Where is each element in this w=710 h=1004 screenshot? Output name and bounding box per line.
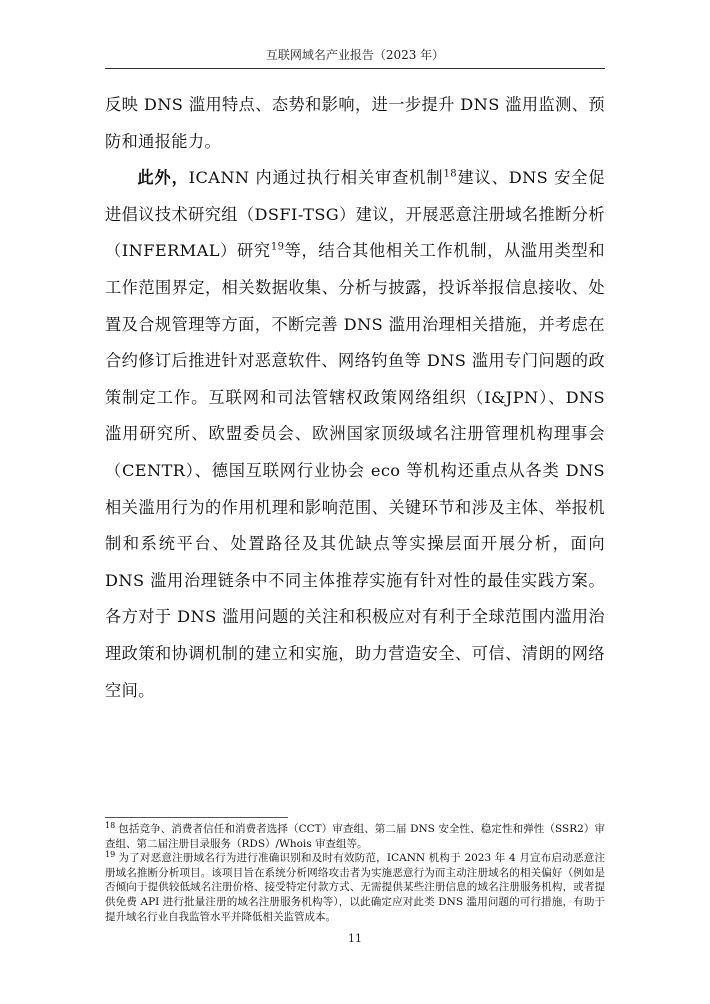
- footnotes: [105, 822, 605, 924]
- footnote-text: 包括竞争、消费者信任和消费者选择（CCT）审查组、第二届 DNS 安全性、稳定性和弹性（SSR2）审查组、第二届注册目录服务（RDS）/Whois 审查组等。: [105, 823, 605, 850]
- page-number: 11: [348, 932, 362, 945]
- body-text: [105, 87, 605, 709]
- footnote-mark: 19: [105, 849, 116, 859]
- footnote-18: [105, 822, 605, 851]
- paragraph-2-part-3: 等，结合其他相关工作机制，从滥用类型和工作范围界定，相关数据收集、分析与披露，投诉举报信息接收、处置及合规管理等方面，不断完善 DNS 滥用治理相关措施，并考虑在合约修订后推进针对恶意软件、网络钓鱼等 DNS 滥用专门问题的政策制定工作。互联网和司法管辖权政策网络组织（I&JPN）、DNS 滥用研究所、欧盟委员会、欧洲国家顶级域名注册管理机构理事会（CENTR）、德国互联网行业协会 eco 等机构还重点从各类 DNS 相关滥用行为的作用机理和影响范围、关键环节和涉及主体、举报机制和系统平台、处置路径及其优缺点等实操层面开展分析，面向 DNS 滥用治理链条中不同主体推荐实施有针对性的最佳实践方案。各方对于 DNS 滥用问题的关注和积极应对有利于全球范围内滥用治理政策和协调机制的建立和实施，助力营造安全、可信、清朗的网络空间。: [105, 241, 605, 700]
- header-rule: [105, 68, 605, 69]
- paragraph-1: 反映 DNS 滥用特点、态势和影响，进一步提升 DNS 滥用监测、预防和通报能力。: [105, 95, 605, 151]
- footnote-ref-19[interactable]: 19: [270, 241, 285, 253]
- running-header: 互联网域名产业报告（2023 年）: [265, 48, 445, 62]
- paragraph-2: [105, 160, 605, 709]
- footnote-ref-18[interactable]: 18: [443, 168, 457, 180]
- footnote-text: 为了对恶意注册域名行为进行准确识别和及时有效防范，ICANN 机构于 2023 年 4 月宣布启动恶意注册域名推断分析项目。该项目旨在系统分析网络攻击者为实施恶意行为而主动注册域名的相关偏好（例如是否倾向于提供较低域名注册价格、接受特定付款方式、无需提供某些注册信息的域名注册服务机构，或者提供免费 API 进行批量注册的域名注册服务机构等），以此确定应对此类 DNS 滥用问题的可行措施，有助于提升域名行业自我监管水平并降低相关监管成本。: [105, 852, 605, 923]
- paragraph-lead: 此外，: [137, 168, 189, 188]
- paragraph-2-part-1: ICANN 内通过执行相关审查机制: [188, 168, 444, 188]
- footnote-19: [105, 851, 605, 924]
- paragraph-2-part-2: 建议、DNS 安全促进倡议技术研究组（DSFI-TSG）建议，开展恶意注册域名推断分析（INFERMAL）研究: [105, 168, 605, 261]
- footnote-rule: [105, 817, 288, 818]
- footnote-mark: 18: [105, 820, 116, 830]
